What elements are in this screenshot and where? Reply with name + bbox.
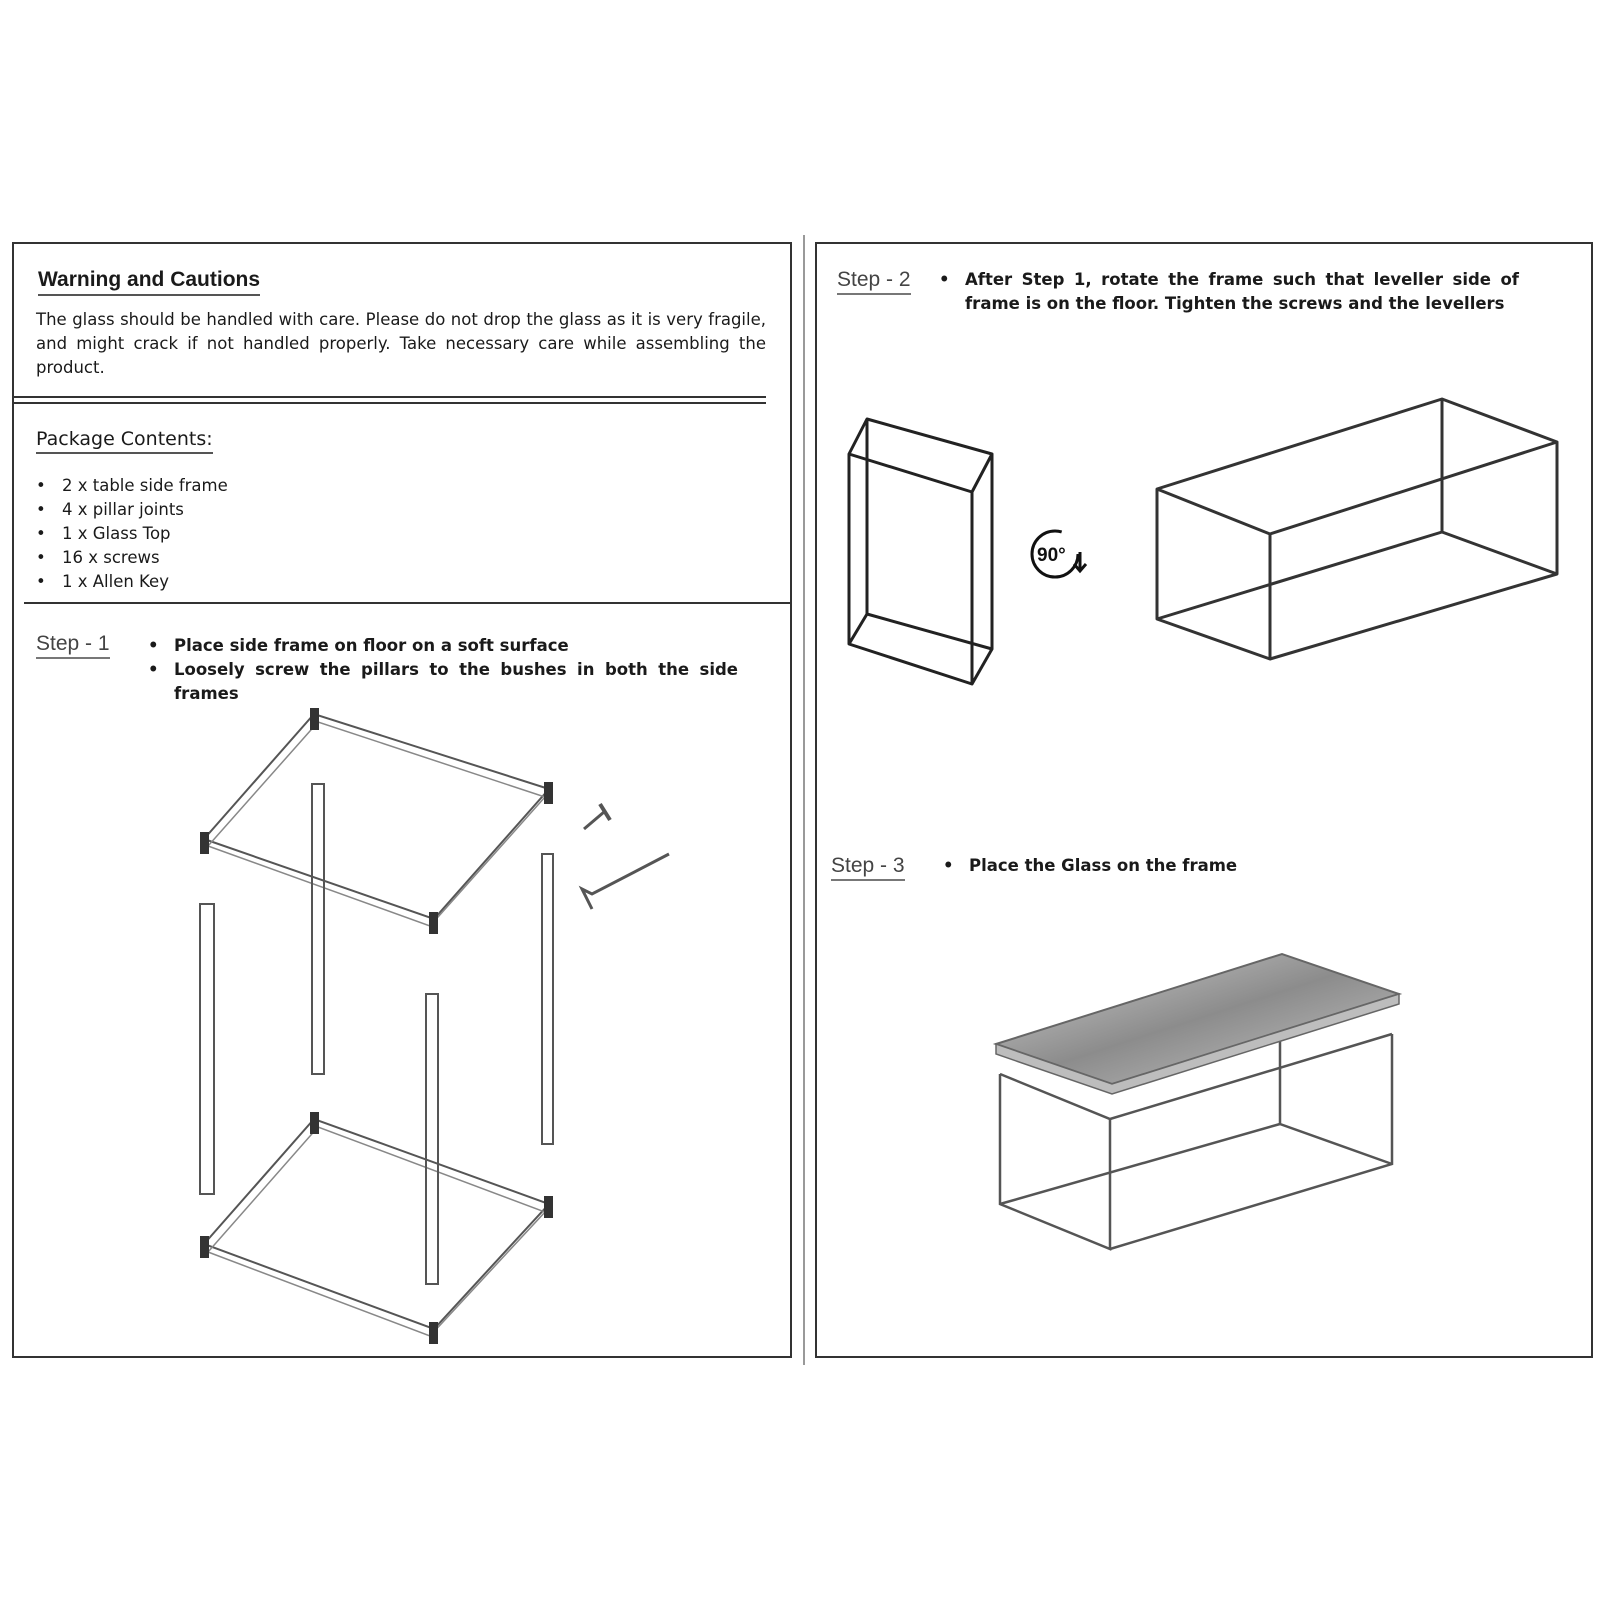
pillar-back bbox=[312, 784, 324, 1074]
step3-instructions bbox=[943, 854, 1443, 878]
step1-instruction: • Place side frame on floor on a soft surface bbox=[148, 634, 738, 658]
pillar-right bbox=[542, 854, 553, 1144]
package-title: Package Contents: bbox=[36, 428, 213, 454]
package-item: • 2 x table side frame bbox=[36, 474, 436, 498]
bottom-side-frame bbox=[204, 1119, 549, 1329]
page-divider bbox=[803, 235, 805, 1365]
warning-title: Warning and Cautions bbox=[38, 268, 260, 296]
step1-instructions bbox=[148, 634, 738, 706]
step1-instruction: • Loosely screw the pillars to the bushes in both the side frames bbox=[148, 658, 738, 706]
pillar-front bbox=[426, 994, 438, 1284]
warning-text: The glass should be handled with care. Please do not drop the glass as it is very fragile, and might crack if not handled properly. Take necessary care while assembling the product. bbox=[36, 310, 766, 377]
warning-divider-bottom bbox=[14, 402, 766, 404]
step2-instruction: • After Step 1, rotate the frame such that leveller side of frame is on the floor. Tighten the screws and the levellers bbox=[939, 268, 1519, 316]
step1-label: Step - 1 bbox=[36, 632, 110, 659]
pillar-left bbox=[200, 904, 214, 1194]
upright-frame-diagram bbox=[827, 414, 992, 704]
bottom-side-frame-inner bbox=[208, 1127, 545, 1336]
warning-divider-top bbox=[14, 396, 766, 398]
package-divider bbox=[24, 602, 790, 604]
rotated-frame-diagram bbox=[1152, 394, 1562, 664]
glass-top-diagram bbox=[992, 949, 1422, 1269]
package-item: • 1 x Allen Key bbox=[36, 570, 436, 594]
step2-label: Step - 2 bbox=[837, 268, 911, 295]
step1-exploded-frame-diagram bbox=[164, 704, 684, 1354]
rotation-label: 90° bbox=[1037, 545, 1066, 566]
rotate-90-icon bbox=[1027, 524, 1102, 584]
left-panel bbox=[12, 242, 792, 1358]
step2-instructions bbox=[939, 268, 1519, 316]
top-side-frame bbox=[204, 714, 549, 919]
allen-key-icon bbox=[582, 854, 669, 909]
step3-label: Step - 3 bbox=[831, 854, 905, 881]
package-item: • 4 x pillar joints bbox=[36, 498, 436, 522]
step3-instruction: • Place the Glass on the frame bbox=[943, 854, 1443, 878]
package-item: • 16 x screws bbox=[36, 546, 436, 570]
right-panel bbox=[815, 242, 1593, 1358]
package-item: • 1 x Glass Top bbox=[36, 522, 436, 546]
top-side-frame-inner bbox=[208, 722, 545, 926]
package-list bbox=[36, 474, 436, 594]
screw-icon bbox=[584, 812, 604, 829]
